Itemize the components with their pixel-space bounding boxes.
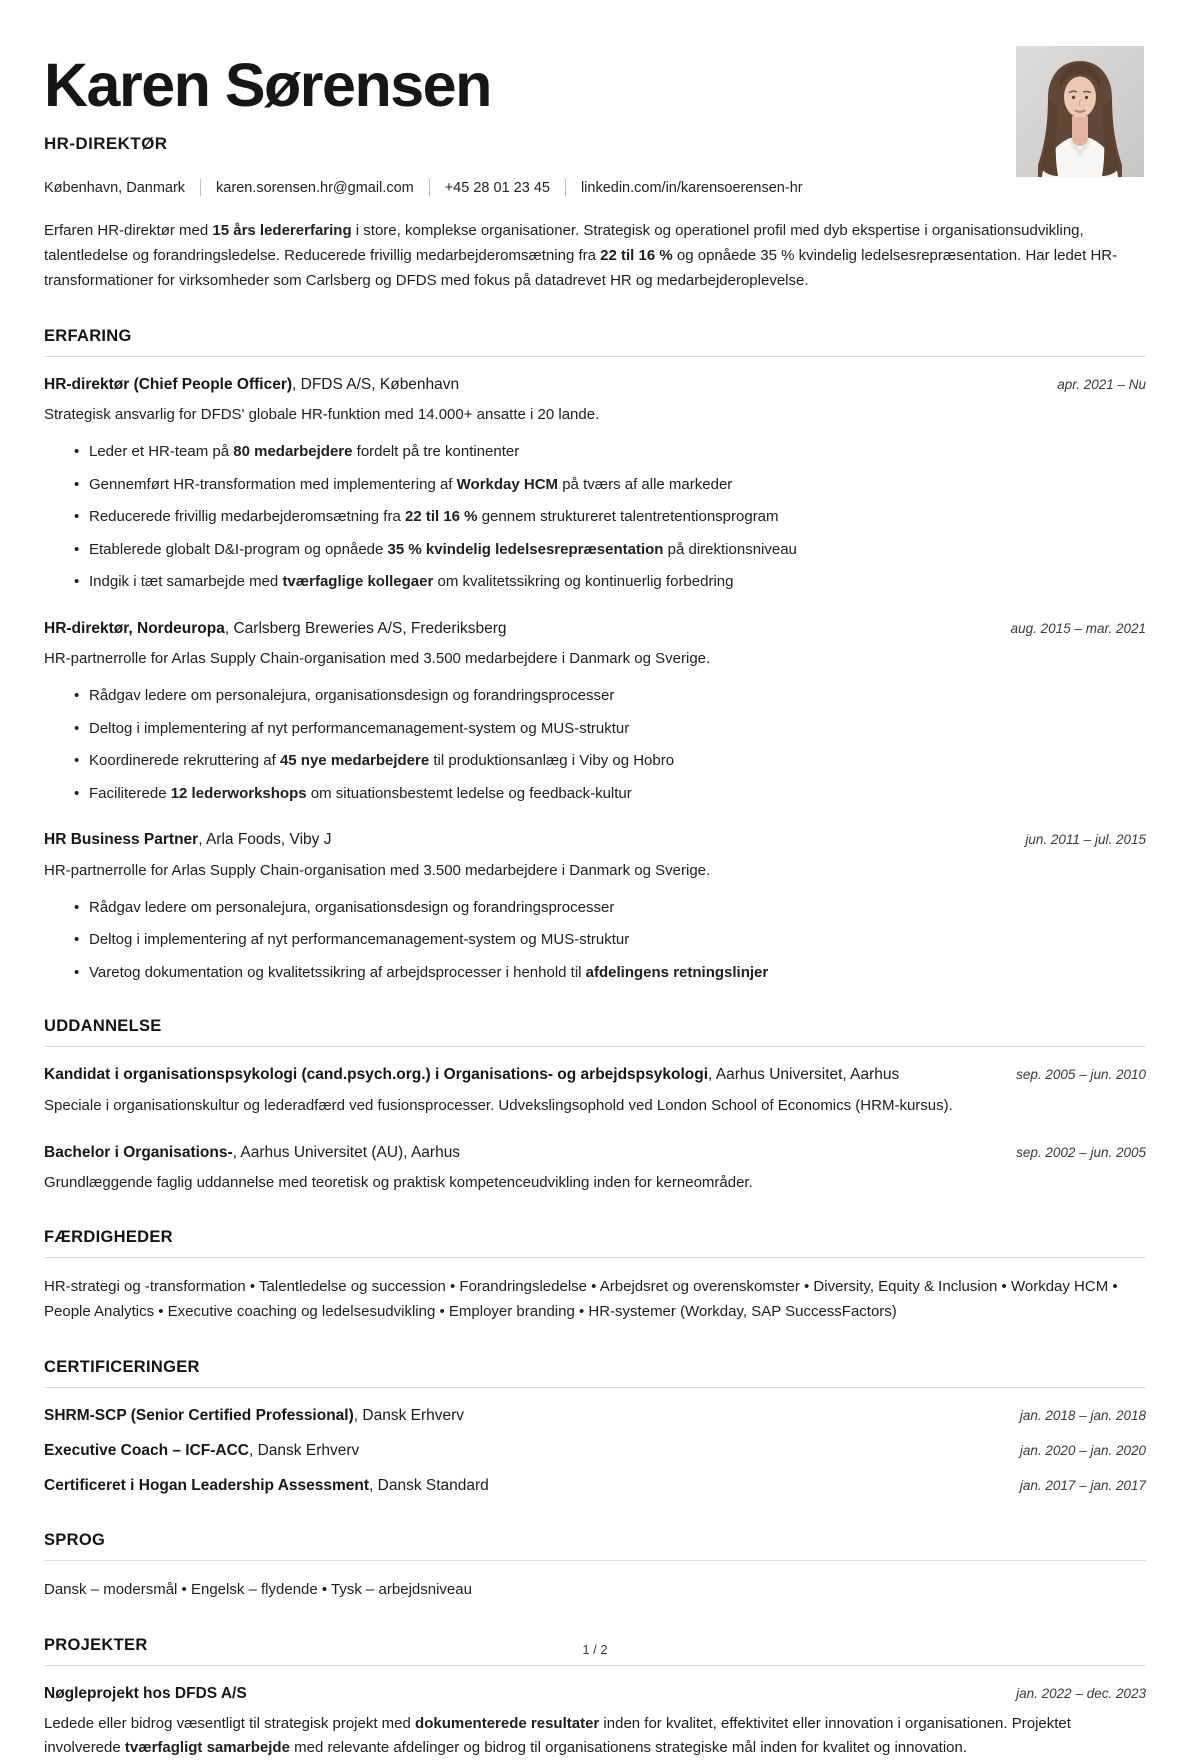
certification-entry [44,1440,1146,1462]
contact-row [44,179,1146,196]
job-title-text: HR Business Partner [44,831,199,849]
section-experience [44,327,1146,984]
bullet-item: • Deltog i implementering af nyt performancemanagement-system og MUS-struktur [74,718,1146,741]
certification-dates: jan. 2018 – jan. 2018 [1019,1407,1146,1423]
bullet-item: • Deltog i implementering af nyt performancemanagement-system og MUS-struktur [74,929,1146,952]
section-education [44,1017,1146,1195]
certifications-body [44,1388,1146,1498]
bullet-item: • Varetog dokumentation og kvalitetssikring af arbejdsprocesser i henhold til afdelingens retningslinjer [74,962,1146,985]
contact-linkedin[interactable]: linkedin.com/in/karensoerensen-hr [580,179,803,196]
job-titleline [44,374,459,396]
education-dates: sep. 2002 – jun. 2005 [1016,1144,1146,1160]
profile-photo [1016,46,1144,177]
bullet-item: • Reducerede frivillig medarbejderomsætning fra 22 til 16 % gennem struktureret talentretentionsprogram [74,506,1146,529]
certification-title-text: SHRM-SCP (Senior Certified Professional) [44,1406,354,1424]
job-titleline [44,829,331,851]
education-entry-header [44,1064,1146,1086]
section-title-languages: SPROG [44,1531,1146,1561]
job-description: HR-partnerrolle for Arlas Supply Chain-organisation med 3.500 medarbejdere i Danmark og Sverige. [44,650,711,668]
skills-body [44,1258,1146,1325]
bullet-item: • Koordinerede rekruttering af 45 nye medarbejdere til produktionsanlæg i Viby og Hobro [74,750,1146,773]
contact-divider [565,179,566,196]
job-dates: aug. 2015 – mar. 2021 [1010,620,1146,636]
skills-text: HR-strategi og -transformation • Talentledelse og succession • Forandringsledelse • Arbejdsret og overenskomster • Diversity, Equity & Inclusion • Workday HCM • People Analytics • Executive coaching og ledelsesudvikling • Employer branding • HR-systemer (Workday, SAP SuccessFactors) [44,1278,1118,1320]
job-meta: , DFDS A/S, København [292,375,460,393]
certification-meta: , Dansk Erhverv [353,1406,465,1424]
certification-dates: jan. 2020 – jan. 2020 [1019,1443,1146,1458]
page-number: 1 / 2 [582,1642,608,1657]
certification-titleline [44,1440,359,1462]
section-title-skills: FÆRDIGHEDER [44,1228,1146,1258]
job-titleline [44,618,507,640]
job-meta: , Arla Foods, Viby J [198,831,332,849]
section-title-projects: PROJEKTER [44,1636,1146,1666]
section-languages [44,1531,1146,1603]
job-entry [44,829,1146,984]
certification-meta: , Dansk Erhverv [249,1442,360,1459]
job-entry-header [44,829,1146,851]
bullet-item: • Indgik i tæt samarbejde med tværfaglige kollegaer om kvalitetssikring og kontinuerlig forbedring [74,571,1146,594]
certification-titleline [44,1475,489,1497]
education-title-text: Bachelor i Organisations- [44,1143,233,1161]
education-entry [44,1142,1146,1195]
certification-entry [44,1405,1146,1427]
contact-location: København, Danmark [44,179,186,196]
certification-dates: jan. 2017 – jan. 2017 [1019,1478,1146,1494]
job-title: HR-DIREKTØR [44,134,168,154]
job-title-text: HR-direktør (Chief People Officer) [44,375,293,393]
page-title: Karen Sørensen [44,51,491,119]
bullet-item: • Faciliterede 12 lederworkshops om situationsbestemt ledelse og feedback-kultur [74,783,1146,806]
education-entry-header [44,1142,1146,1164]
bullet-item: • Etablerede globalt D&I-program og opnåede 35 % kvindelig ledelsesrepræsentation på direktionsniveau [74,539,1146,562]
job-entry-header [44,618,1146,640]
education-dates: sep. 2005 – jun. 2010 [1016,1067,1146,1083]
education-description: Grundlæggende faglig uddannelse med teoretisk og praktisk kompetenceudvikling inden for kerneområder. [44,1174,753,1192]
project-entry [44,1683,1146,1760]
bullet-item: • Rådgav ledere om personalejura, organisationsdesign og forandringsprocesser [74,685,1146,708]
bullet-item: • Leder et HR-team på 80 medarbejdere fordelt på tre kontinenter [74,441,1146,464]
project-description: Ledede eller bidrog væsentligt til strategisk projekt med dokumenterede resultater inden for kvalitet, effektivitet eller innovation i organisationen. Projektet involverede tværfagligt samarbejde med relevante afdelinger og bidrog til organisationens strategiske mål inden for kvalitet og innovation. [44,1715,1071,1757]
education-description: Speciale i organisationskultur og lederadfærd ved fusionsprocesser. Udvekslingsophold ved London School of Economics (HRM-kursus). [44,1096,953,1114]
project-titleline [44,1683,247,1705]
education-meta: , Aarhus Universitet (AU), Aarhus [232,1143,461,1161]
certification-meta: , Dansk Standard [369,1477,489,1495]
bullet-list [44,685,1146,805]
project-entry-header [44,1683,1146,1705]
avatar-illustration [1016,46,1144,177]
languages-body [44,1561,1146,1603]
job-title-text: HR-direktør, Nordeuropa [44,619,225,637]
certification-title-text: Certificeret i Hogan Leadership Assessment [44,1477,370,1495]
page-footer [0,1642,1190,1657]
project-title-text: Nøgleprojekt hos DFDS A/S [44,1684,247,1702]
section-title-experience: ERFARING [44,327,1146,357]
job-dates: apr. 2021 – Nu [1057,376,1146,392]
education-title-text: Kandidat i organisationspsykologi (cand.psych.org.) i Organisations- og arbejdspsykologi [44,1066,709,1084]
experience-body [44,357,1146,984]
job-description: Strategisk ansvarlig for DFDS' globale HR-funktion med 14.000+ ansatte i 20 lande. [44,406,600,424]
job-meta: , Carlsberg Breweries A/S, Frederiksberg [224,619,507,637]
bullet-list [44,897,1146,985]
education-meta: , Aarhus Universitet, Aarhus [708,1066,900,1084]
section-skills [44,1228,1146,1325]
education-titleline [44,1064,899,1086]
bullet-item: • Gennemført HR-transformation med implementering af Workday HCM på tværs af alle markeder [74,474,1146,497]
summary-paragraph: Erfaren HR-direktør med 15 års ledererfaring i store, komplekse organisationer. Strategisk og operationel profil med dyb ekspertise i organisationsudvikling, talentledelse og forandringsledelse. Reducerede frivillig medarbejderomsætning fra 22 til 16 % og opnåede 35 % kvindelig ledelsesrepræsentation. Har ledet HR-transformationer for virksomheder som Carlsberg og DFDS med fokus på datadrevet HR og medarbejderoplevelse. [44,222,1118,289]
certification-title-text: Executive Coach – ICF-ACC [44,1442,249,1459]
job-dates: jun. 2011 – jul. 2015 [1025,832,1146,848]
job-description: HR-partnerrolle for Arlas Supply Chain-organisation med 3.500 medarbejdere i Danmark og Sverige. [44,861,711,879]
contact-email[interactable]: karen.sorensen.hr@gmail.com [216,179,414,196]
education-body [44,1047,1146,1195]
project-dates: jan. 2022 – dec. 2023 [1016,1685,1146,1701]
projects-body [44,1666,1146,1760]
contact-divider [200,179,201,196]
job-entry [44,374,1146,594]
education-entry [44,1064,1146,1117]
header [44,40,1146,196]
certification-titleline [44,1405,464,1427]
job-entry [44,618,1146,805]
contact-phone: +45 28 01 23 45 [444,179,550,196]
section-title-education: UDDANNELSE [44,1017,1146,1047]
certification-entry [44,1475,1146,1497]
languages-text: Dansk – modersmål • Engelsk – flydende • Tysk – arbejdsniveau [44,1580,472,1598]
job-entry-header [44,374,1146,396]
bullet-item: • Rådgav ledere om personalejura, organisationsdesign og forandringsprocesser [74,897,1146,920]
section-certifications [44,1358,1146,1498]
section-title-certifications: CERTIFICERINGER [44,1358,1146,1388]
contact-divider [429,179,430,196]
bullet-list [44,441,1146,594]
education-titleline [44,1142,460,1164]
